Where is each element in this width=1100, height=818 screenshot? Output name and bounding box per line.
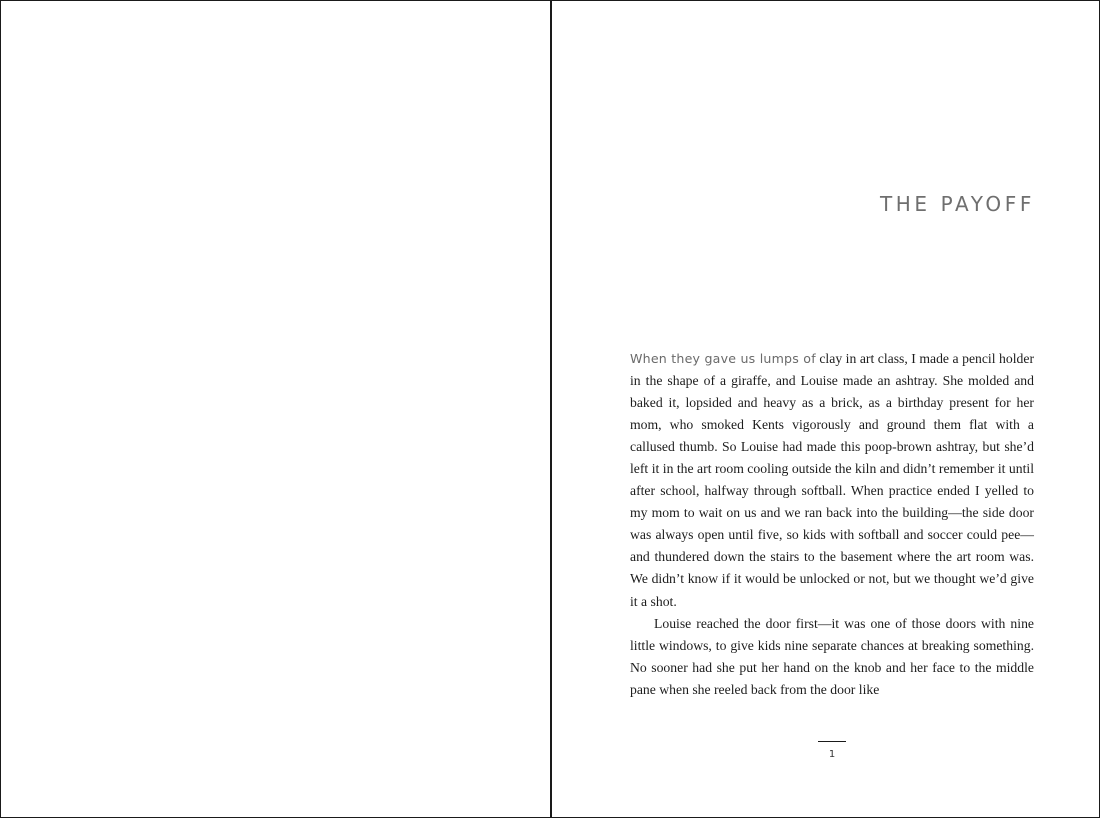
lead-in-text: When they gave us lumps of [630,351,816,366]
chapter-title: THE PAYOFF [879,192,1035,216]
paragraph-1-text: clay in art class, I made a pencil holder in the shape of a giraffe, and Louise made an ashtray. She molded and baked it, lopsided and heavy as a brick, as a birthday present for her mom, who smoked Kents vigorously and ground them flat with a callused thumb. So Louise had made this poop-brown ashtray, but she’d left it in the art room cooling outside the kiln and didn’t remember it until after school, halfway through softball. When practice ended I yelled to my mom to wait on us and we ran back into the building—the side door was always open until five, so kids with softball and soccer could pee—and thundered down the stairs to the basement where the art room was. We didn’t know if it would be unlocked or not, but we thought we’d give it a shot. [630,351,1035,609]
page-number: 1 [828,749,836,760]
paragraph-2: Louise reached the door first—it was one of those doors with nine little windows, to give kids nine separate chances at breaking something. No sooner had she put her hand on the knob and her face to the middle pane when she reeled back from the door like [630,615,1034,697]
body-text [630,348,1034,701]
right-page [552,1,1099,817]
paragraph-1 [630,348,1034,613]
left-page [1,1,550,817]
folio-rule [818,741,846,742]
